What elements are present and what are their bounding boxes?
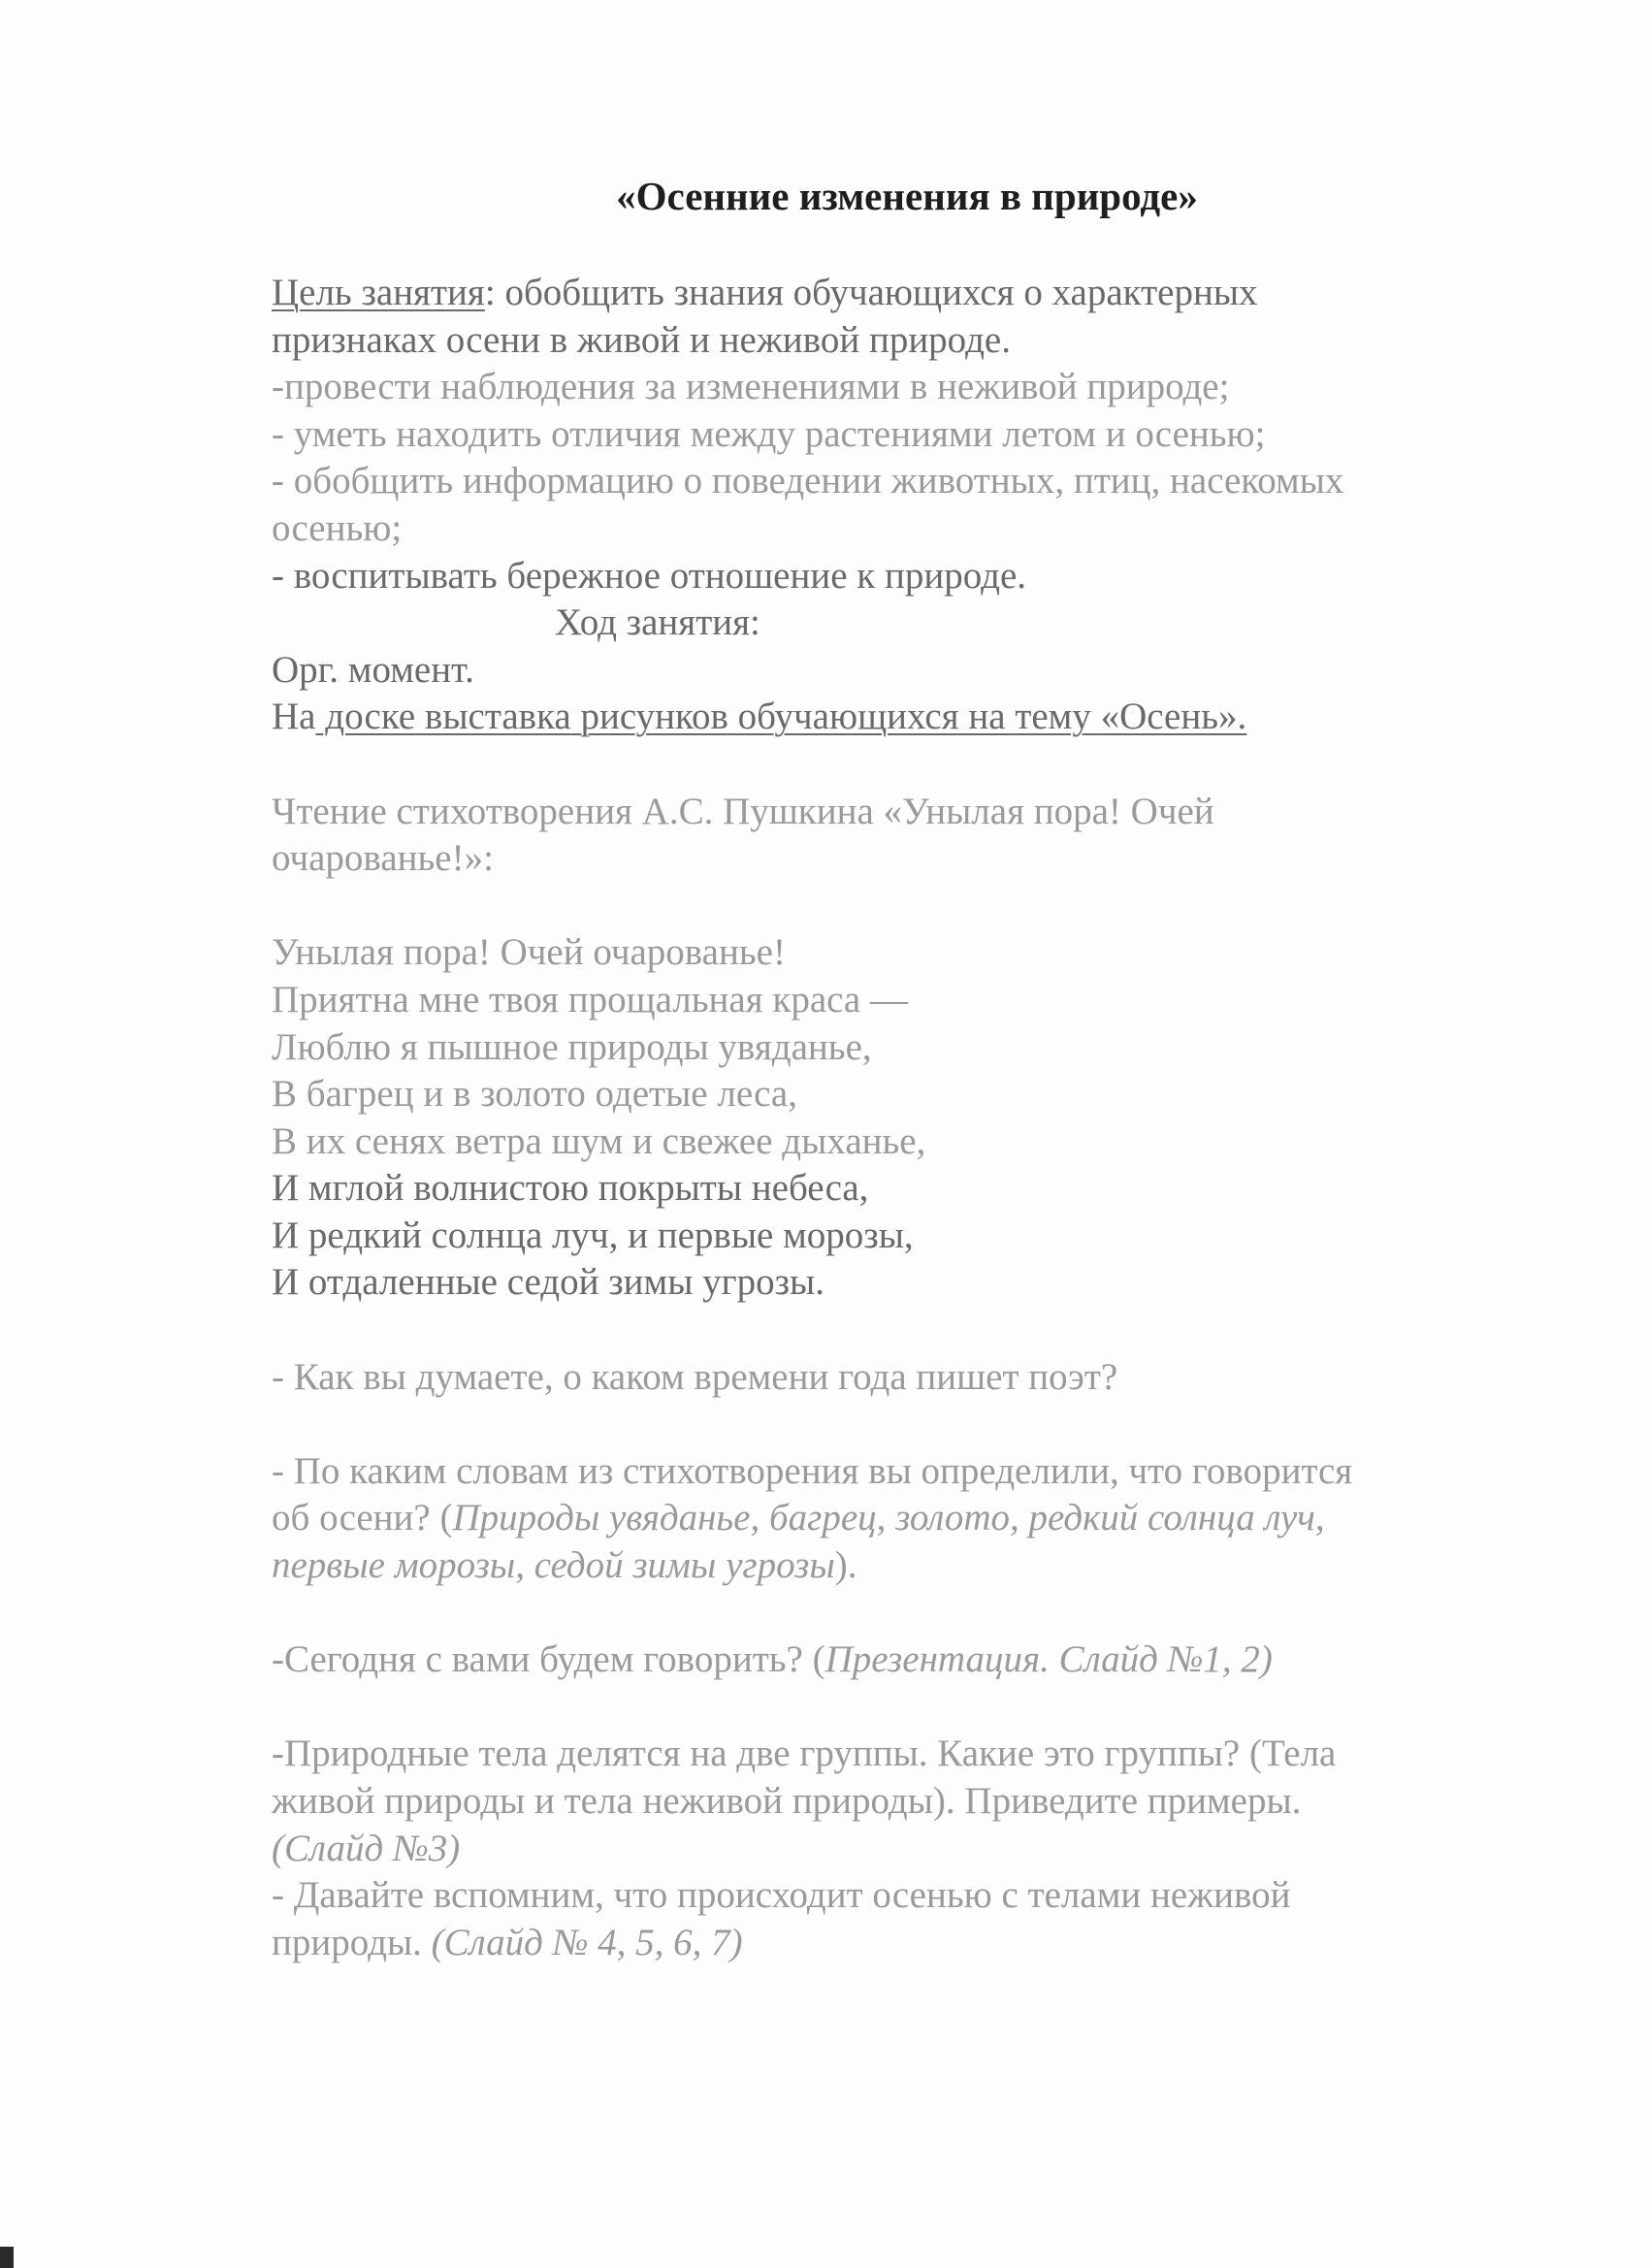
- reading-line-1: Чтение стихотворения А.С. Пушкина «Унылая пора! Очей: [272, 790, 1214, 832]
- board-line: [272, 694, 1533, 741]
- poem-line-8: И отдаленные седой зимы угрозы.: [272, 1261, 825, 1304]
- question-5-line-2: [272, 1920, 1533, 1967]
- poem-line-5: В их сенях ветра шум и свежее дыханье,: [272, 1119, 926, 1162]
- question-2-line-2: [272, 1495, 1533, 1542]
- goal-item-3: - обобщить информацию о поведении животных, птиц, насекомых: [272, 460, 1344, 502]
- question-2-italic: Природы увяданье, багрец, золото, редкий солнца луч,: [452, 1497, 1325, 1539]
- goal-text: : обобщить знания обучающихся о характерных: [484, 272, 1258, 313]
- question-5-line-1: - Давайте вспомним, что происходит осенью с телами неживой: [272, 1874, 1291, 1917]
- goal-label: Цель занятия: [272, 272, 485, 313]
- question-2-line-1: - По каким словам из стихотворения вы определили, что говорится: [272, 1449, 1353, 1492]
- board-part: на: [958, 696, 1016, 738]
- question-2-italic-end: первые морозы, седой зимы угрозы: [272, 1544, 835, 1587]
- spacer: [272, 1684, 1533, 1732]
- poem-line-4: В багрец и в золото одетые леса,: [272, 1073, 797, 1116]
- goal-item-4: - воспитывать бережное отношение к природе.: [272, 554, 1027, 597]
- spacer: [272, 883, 1533, 930]
- board-part: доске: [315, 696, 416, 738]
- board-part: рисунков: [570, 696, 728, 738]
- poem-line-7: И редкий солнца луч, и первые морозы,: [272, 1214, 914, 1256]
- board-part: «Осень».: [1100, 696, 1247, 738]
- board-part: обучающихся: [728, 696, 959, 738]
- org-moment: Орг. момент.: [272, 648, 474, 691]
- poem-line-2: Приятна мне твоя прощальная краса —: [272, 978, 908, 1021]
- goal-line-2: признаках осени в живой и неживой природе.: [272, 318, 1011, 361]
- scan-corner-mark: [0, 2247, 14, 2268]
- question-4-line-3: (Слайд №3): [272, 1827, 461, 1869]
- reading-line-2: очарованье!»:: [272, 837, 494, 880]
- page-title: «Осенние изменения в природе»: [616, 174, 1198, 218]
- poem-line-1: Унылая пора! Очей очарованье!: [272, 931, 786, 974]
- poem-line-3: Люблю я пышное природы увяданье,: [272, 1025, 872, 1068]
- board-part: На: [272, 696, 316, 738]
- question-2-plain-end: ).: [834, 1544, 857, 1587]
- spacer: [272, 1307, 1533, 1354]
- board-part: тему: [1015, 696, 1101, 738]
- goal-item-2: - уметь находить отличия между растениями летом и осенью;: [272, 412, 1266, 455]
- question-4-line-2: живой природы и тела неживой природы). Приведите примеры.: [272, 1780, 1302, 1822]
- goal-item-1: -провести наблюдения за изменениями в неживой природе;: [272, 366, 1230, 408]
- document-body: [272, 270, 1533, 1966]
- question-2-line-3: [272, 1542, 1533, 1590]
- spacer: [272, 1590, 1533, 1637]
- question-2-plain: об осени? (: [272, 1497, 453, 1539]
- question-4-line-1: -Природные тела делятся на две группы. Какие это группы? (Тела: [272, 1733, 1337, 1775]
- goal-item-3-cont: осенью;: [272, 506, 403, 549]
- spacer: [272, 1401, 1533, 1448]
- question-3: [272, 1636, 1533, 1684]
- question-5-plain: природы.: [272, 1921, 432, 1963]
- course-heading: Ход занятия:: [555, 601, 760, 644]
- board-part: выставка: [415, 696, 571, 738]
- question-3-italic: Презентация. Слайд №1, 2): [824, 1638, 1273, 1681]
- goal-line: [272, 270, 1533, 317]
- question-5-italic: (Слайд № 4, 5, 6, 7): [431, 1921, 743, 1963]
- poem-line-6: И мглой волнистою покрыты небеса,: [272, 1167, 869, 1210]
- spacer: [272, 741, 1533, 789]
- question-3-plain: -Сегодня с вами будем говорить? (: [272, 1638, 825, 1681]
- question-1: - Как вы думаете, о каком времени года пишет поэт?: [272, 1355, 1118, 1398]
